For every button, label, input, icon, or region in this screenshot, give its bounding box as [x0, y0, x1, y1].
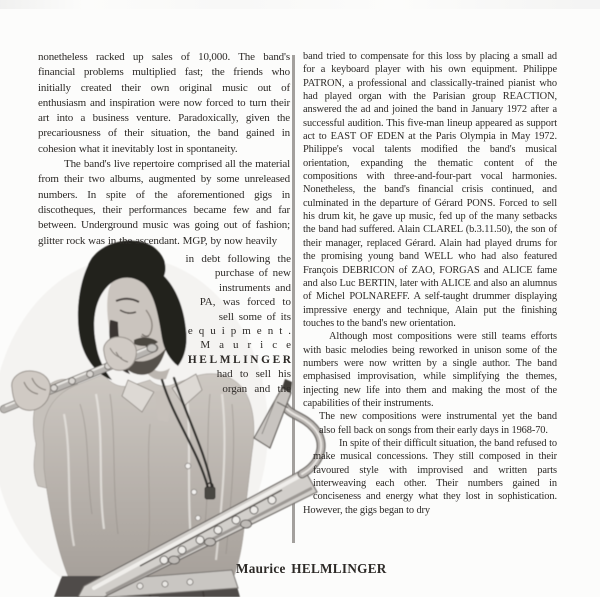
- sax-intrusion-spacer: [303, 450, 313, 492]
- right-column: [303, 50, 557, 517]
- wrap-line: instruments and: [219, 281, 291, 294]
- paragraph-right-2: Although most compositions were still teams efforts with basic melodies being reworked in unison some of the numbers were now written by a single author. The band emphasised improvisation, while simplifying the themes, injecting new life into them and making the most of the capabilities of their instruments.: [303, 331, 557, 409]
- paragraph-right-1: band tried to compensate for this loss by placing a small ad for a keyboard player with his own equipment. Philippe PATRON, a professional and classically-trained pianist who had played organ with the Parisian group REACTION, answered the ad and joined the band in January 1972 after a successful audition. This five-man lineup appeared as support act to EAST OF EDEN at the Paris Olympia in May 1972. Philippe's vocal talents modified the band's musical orientation, expanding the thematic content of the compositions with three-and-four-part vocal harmonies. Nonetheless, the band's financial crisis continued, and culminated in the departure of Gérard PONS. Forced to sell his drum kit, he gave up music, fed up of the many setbacks the band had suffered. Alain CLAREL (b.3.11.50), the son of their manager, replaced Gérard. Alain had played drums for the promising young band WELL who had also featured François DEBRICON of ZAO, FORGAS and ALICE fame and also Luc BERTIN, later with ALICE and also an alumnus of Michel POLNAREFF. A self-taught drummer displaying impressive energy and technique, Alain put the finishing touches to the band's new orientation.: [303, 51, 557, 329]
- wrap-line: Maurice: [200, 339, 300, 352]
- paragraph-right-3: [303, 410, 557, 437]
- paragraph-right-4: [303, 437, 557, 517]
- left-column: [38, 50, 290, 249]
- photo-caption: Maurice HELMLINGER: [236, 561, 387, 576]
- paragraph-right-4-text: In spite of their difficult situation, the band refused to make musical concessions. They still composed in their favoured style with improvised and written parts interweaving each other. Their numbers gained in conciseness and energy what they lost in sophistication. However, the gigs began to dry: [303, 437, 557, 516]
- wrap-line: had to sell his: [216, 368, 291, 381]
- wrap-line: PA, was forced to: [199, 296, 291, 309]
- wrap-line: organ and the: [222, 382, 291, 395]
- wrap-line: in debt following the: [185, 253, 291, 265]
- photo-wrapped-text: [150, 252, 300, 396]
- scan-artifact: [0, 0, 600, 9]
- wrap-line: HELMLINGER: [187, 353, 294, 366]
- paragraph-right-3-text: The new compositions were instrumental yet the band also fell back on songs from their early days in 1968-70.: [319, 411, 557, 436]
- wrap-line: sell some of its: [218, 310, 291, 323]
- left-hand: [104, 337, 137, 370]
- wrap-line: purchase of new: [214, 267, 291, 280]
- paragraph-left-2: The band's live repertoire comprised all the material from their two albums, augmented by some unreleased numbers. In spite of the aforementioned gigs in discotheques, their performances became few and far between. Underground music was going out of fashion; glitter rock was in the ascendant. MGP, by now heavily: [38, 158, 290, 247]
- right-hand: [12, 371, 51, 410]
- sax-intrusion-spacer: [303, 410, 319, 450]
- wrap-line: equipment.: [187, 325, 297, 338]
- paragraph-left-1: nonetheless racked up sales of 10,000. The band's financial problems multiplied fast; the friends who initially created their own original music out of enthusiasm and inspiration were now forced to turn their art into a business venture. Paradoxically, given the precariousness of their situation, the band gained in cohesion what it inevitably lost in spontaneity.: [38, 51, 290, 155]
